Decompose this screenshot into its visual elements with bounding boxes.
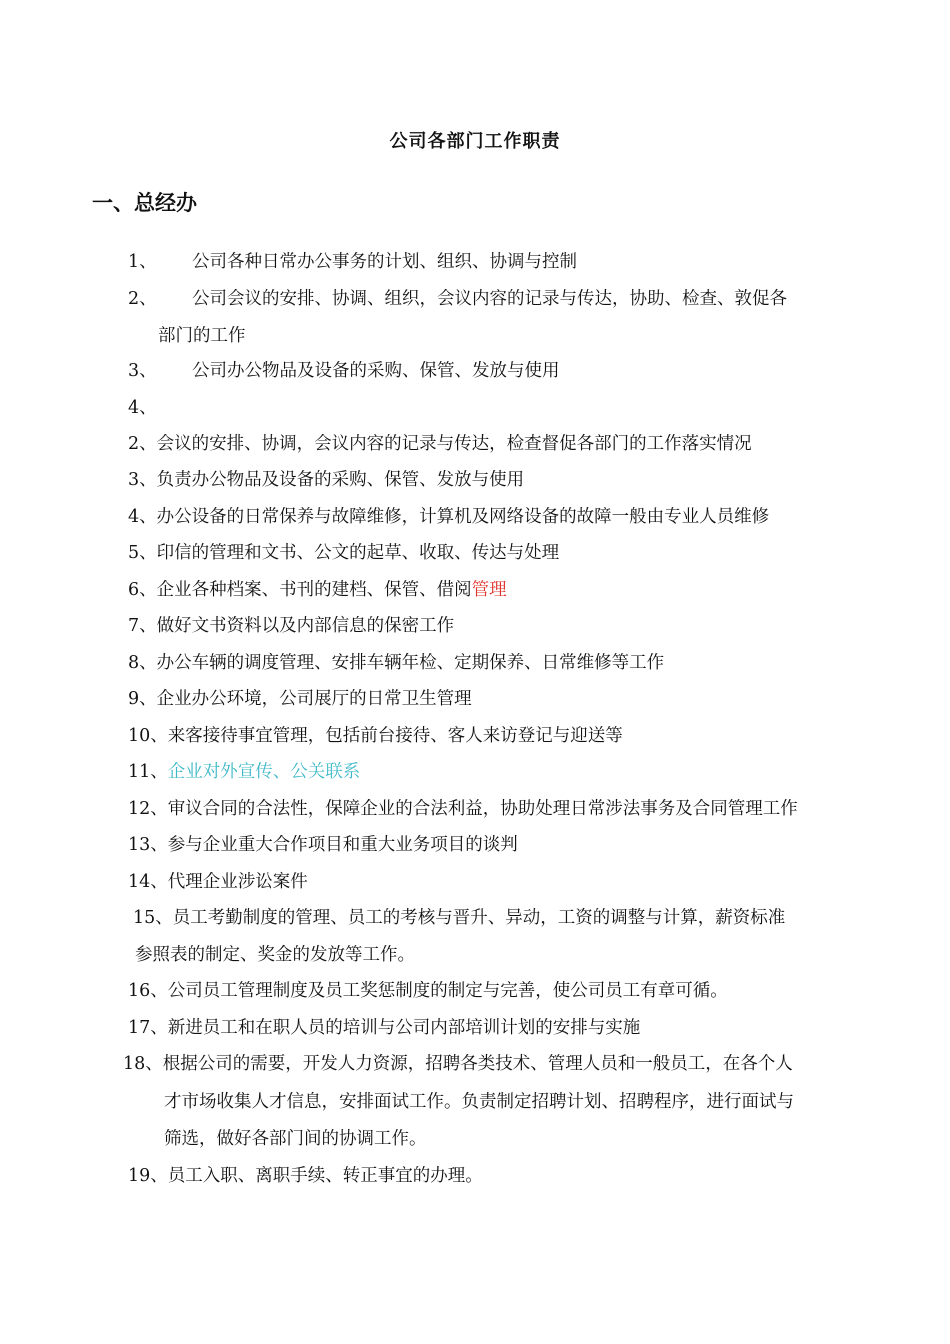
list-item: 1、 公司各种日常办公事务的计划、组织、协调与控制	[128, 252, 577, 272]
list-item: 12、审议合同的合法性，保障企业的合法利益，协助处理日常涉法事务及合同管理工作	[128, 799, 798, 819]
highlighted-text: 管理	[471, 580, 507, 600]
list-item: 3、 公司办公物品及设备的采购、保管、发放与使用	[128, 361, 560, 381]
list-item: 2、会议的安排、协调，会议内容的记录与传达，检查督促各部门的工作落实情况	[128, 434, 752, 454]
list-item: 4、办公设备的日常保养与故障维修，计算机及网络设备的故障一般由专业人员维修	[128, 507, 770, 527]
list-item: 8、办公车辆的调度管理、安排车辆年检、定期保养、日常维修等工作	[128, 653, 665, 673]
list-item: 9、企业办公环境，公司展厅的日常卫生管理	[128, 689, 472, 709]
list-item: 11、企业对外宣传、公关联系	[128, 762, 361, 782]
list-item: 18、根据公司的需要，开发人力资源，招聘各类技术、管理人员和一般员工，在各个人	[123, 1054, 793, 1074]
list-item-continuation: 部门的工作	[158, 326, 246, 346]
list-item: 7、做好文书资料以及内部信息的保密工作	[128, 616, 455, 636]
list-item-continuation: 参照表的制定、奖金的发放等工作。	[135, 945, 415, 965]
list-item: 4、	[128, 398, 157, 418]
list-item: 13、参与企业重大合作项目和重大业务项目的谈判	[128, 835, 518, 855]
list-item-continuation: 才市场收集人才信息，安排面试工作。负责制定招聘计划、招聘程序，进行面试与	[164, 1092, 794, 1112]
list-item: 2、 公司会议的安排、协调、组织，会议内容的记录与传达，协助、检查、敦促各	[128, 289, 787, 309]
list-item: 19、员工入职、离职手续、转正事宜的办理。	[128, 1166, 483, 1186]
list-item: 10、来客接待事宜管理，包括前台接待、客人来访登记与迎送等	[128, 726, 623, 746]
list-item: 16、公司员工管理制度及员工奖惩制度的制定与完善，使公司员工有章可循。	[128, 981, 728, 1001]
list-item-continuation: 筛选，做好各部门间的协调工作。	[164, 1129, 427, 1149]
section-heading: 一、总经办	[92, 191, 197, 215]
list-item: 17、新进员工和在职人员的培训与公司内部培训计划的安排与实施	[128, 1018, 641, 1038]
list-item: 15、员工考勤制度的管理、员工的考核与晋升、异动，工资的调整与计算，薪资标准	[133, 908, 786, 928]
page-title: 公司各部门工作职责	[389, 131, 561, 152]
highlighted-text: 企业对外宣传、公关联系	[167, 762, 361, 782]
list-item: 6、企业各种档案、书刊的建档、保管、借阅管理	[128, 580, 507, 600]
list-item: 5、印信的管理和文书、公文的起草、收取、传达与处理	[128, 543, 560, 563]
list-item: 3、负责办公物品及设备的采购、保管、发放与使用	[128, 470, 525, 490]
list-item: 14、代理企业涉讼案件	[128, 872, 308, 892]
